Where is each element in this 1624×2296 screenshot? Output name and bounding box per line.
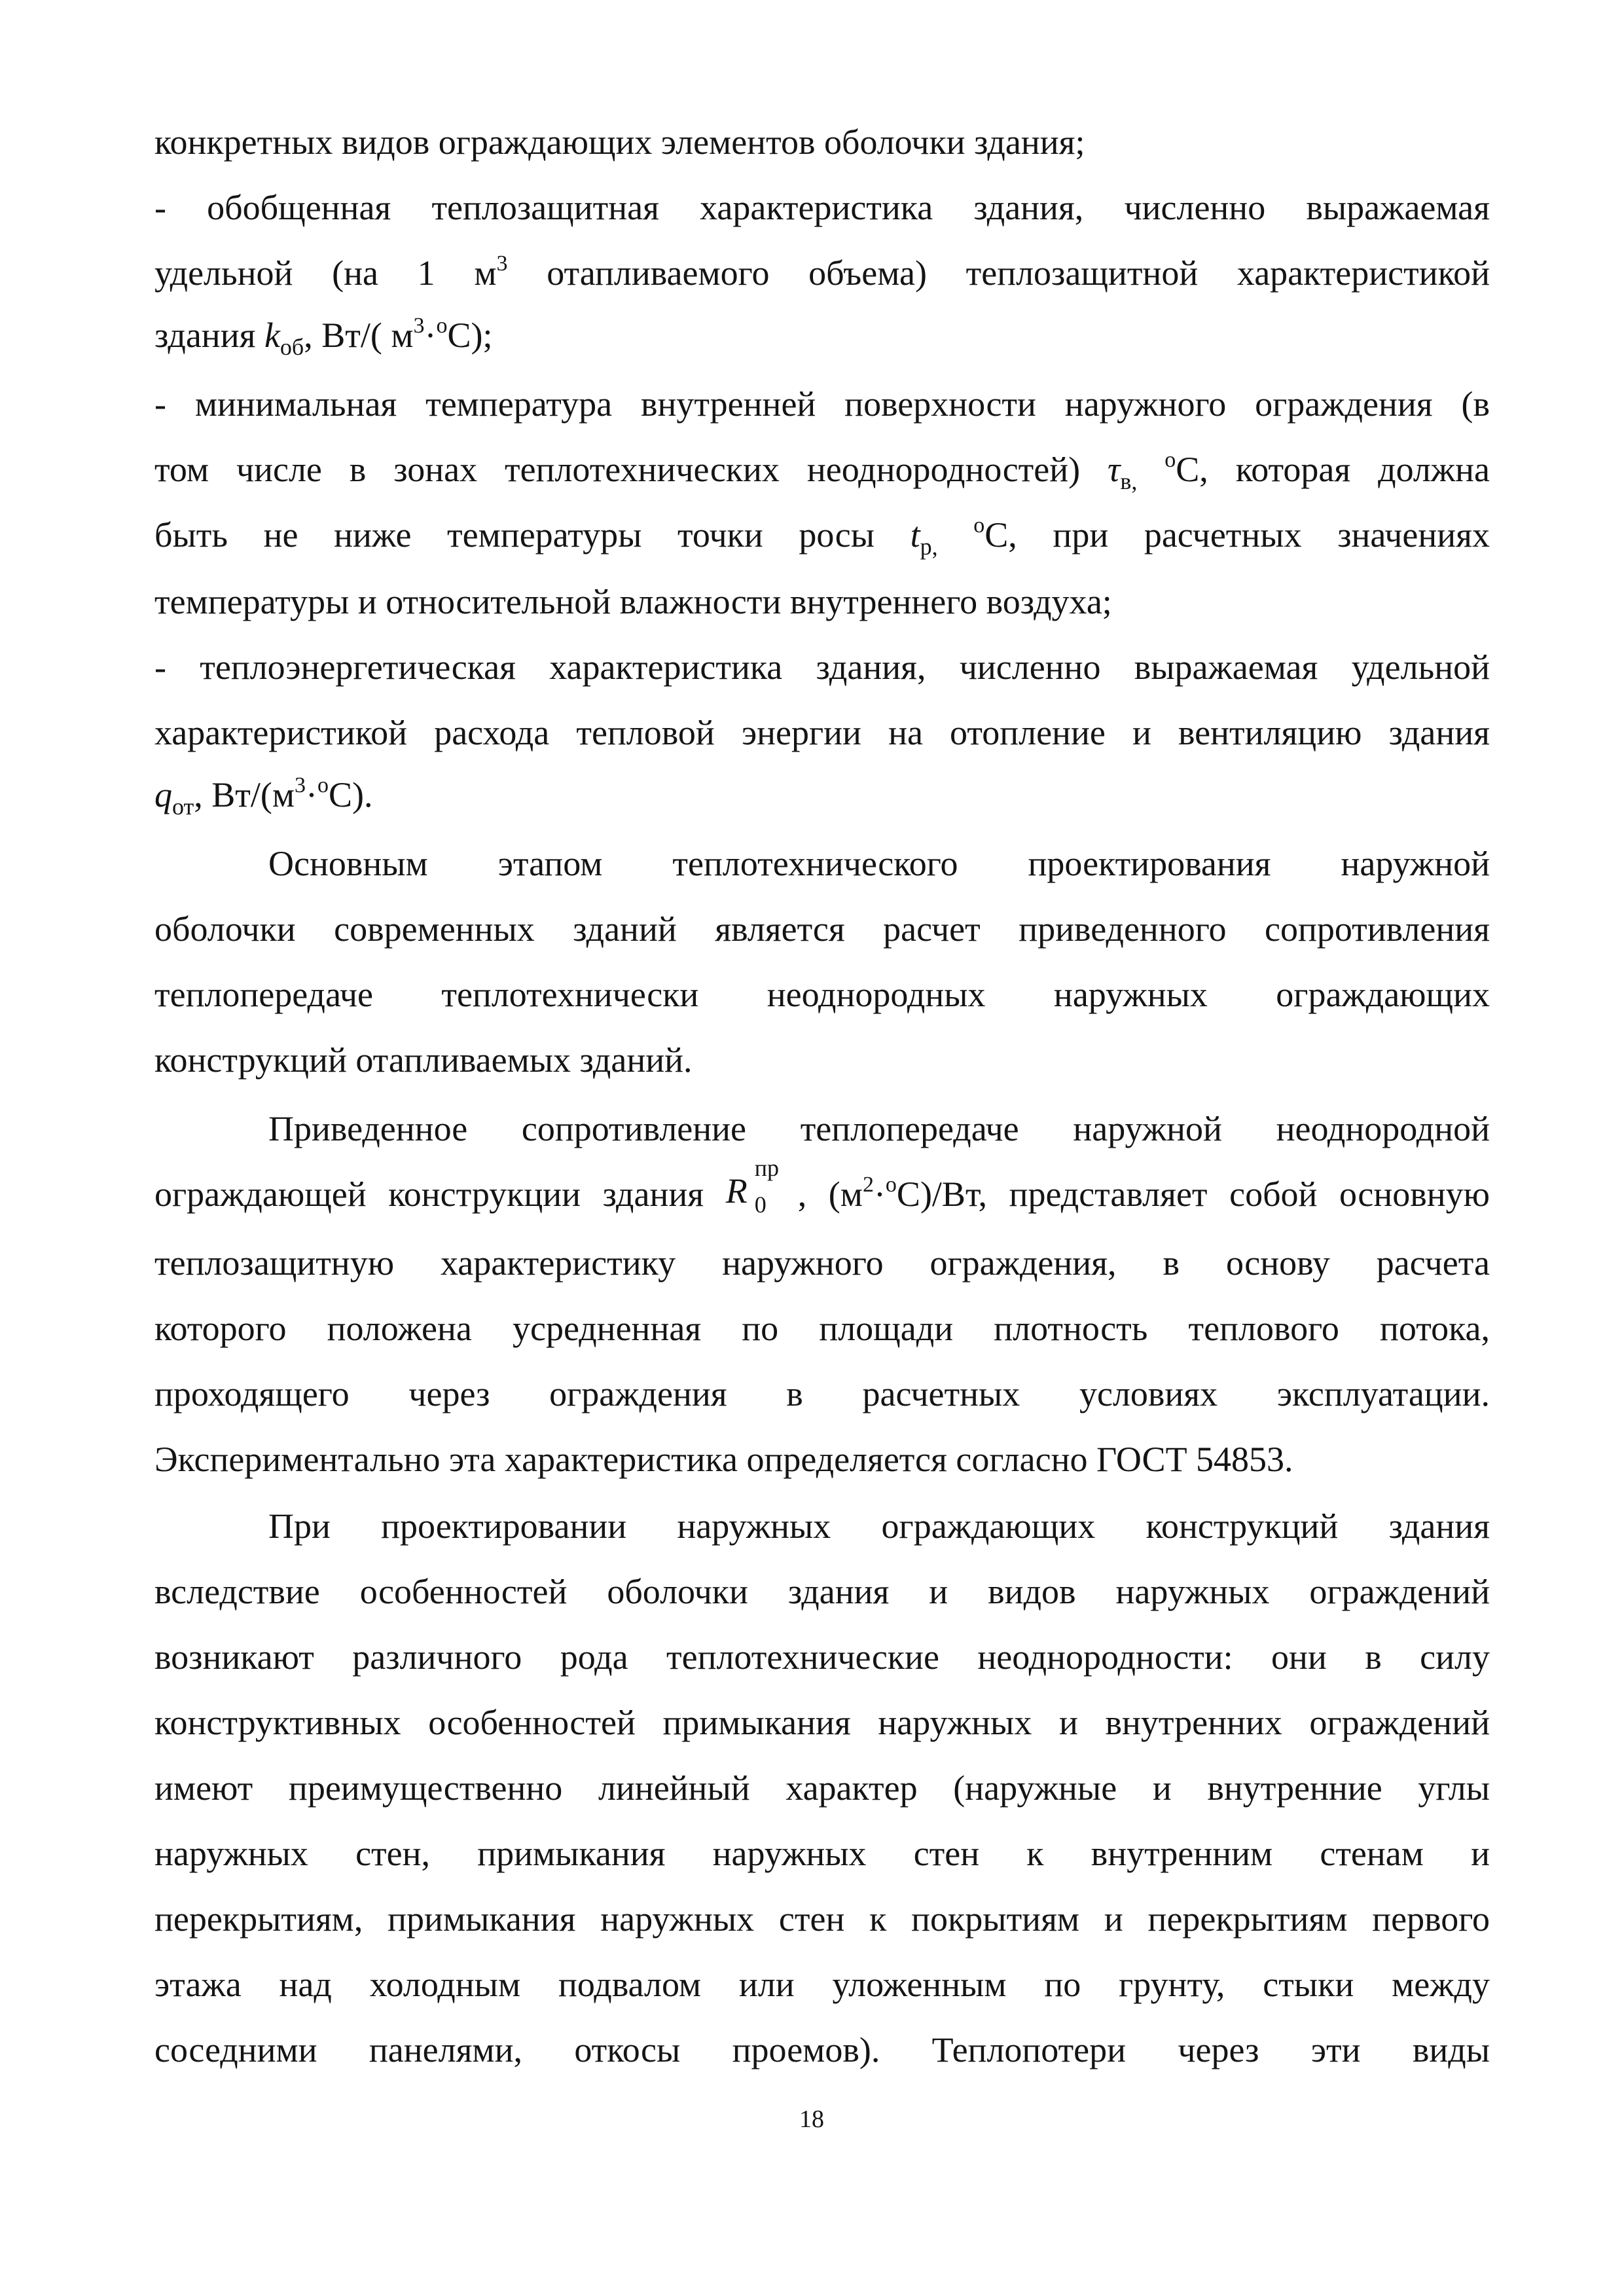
text-line: имеют преимущественно линейный характер (наружные и внутренние углы <box>154 1768 1490 1808</box>
text-line: теплозащитную характеристику наружного ограждения, в основу расчета <box>154 1243 1490 1283</box>
r0-symbol: R пр 0 <box>725 1155 779 1218</box>
text-line: $q_{от}$, $Вт/(м^3\cdot^оС)$. <box>154 773 373 820</box>
text-line: том числе в зонах теплотехнических неоднородностей) $\tau_{в,}$ $^о$С, которая должна <box>154 448 1490 494</box>
text-line: конструкций отапливаемых зданий. <box>154 1040 693 1080</box>
text-line: удельной (на 1 $м^3$ отапливаемого объема) теплозащитной характеристикой <box>154 251 1490 293</box>
text-line: - обобщенная теплозащитная характеристика здания, численно выражаемая <box>154 188 1490 227</box>
page-number: 18 <box>799 2105 824 2133</box>
text-line: теплопередаче теплотехнически неоднородных наружных ограждающих <box>154 975 1490 1014</box>
text-line: быть не ниже температуры точки росы $t_{р,}$ $^о$С, при расчетных значениях <box>154 513 1490 560</box>
text-line: При проектировании наружных ограждающих конструкций здания <box>268 1506 1490 1546</box>
text-line: характеристикой расхода тепловой энергии на отопление и вентиляцию здания <box>154 713 1490 752</box>
text-line: оболочки современных зданий является расчет приведенного сопротивления <box>154 909 1490 949</box>
text-line: этажа над холодным подвалом или уложенным по грунту, стыки между <box>154 1965 1490 2004</box>
text-line: Экспериментально эта характеристика определяется согласно ГОСТ 54853. <box>154 1440 1293 1479</box>
text-line: перекрытиям, примыкания наружных стен к покрытиям и перекрытиям первого <box>154 1899 1490 1939</box>
text-line: Приведенное сопротивление теплопередаче наружной неоднородной <box>268 1109 1490 1148</box>
text-line: - минимальная температура внутренней поверхности наружного ограждения (в <box>154 384 1490 424</box>
text-line: ограждающей конструкции здания R пр 0 , $(м^2\cdot^оС)/Вт$, представляет собой основную <box>154 1155 1490 1218</box>
text-line: соседними панелями, откосы проемов). Теплопотери через эти виды <box>154 2030 1490 2069</box>
text-line: проходящего через ограждения в расчетных условиях эксплуатации. <box>154 1374 1490 1413</box>
text-line: конструктивных особенностей примыкания наружных и внутренних ограждений <box>154 1703 1490 1742</box>
text-line: которого положена усредненная по площади плотность теплового потока, <box>154 1309 1490 1348</box>
text-line: - теплоэнергетическая характеристика здания, численно выражаемая удельной <box>154 647 1490 687</box>
text-line: температуры и относительной влажности внутреннего воздуха; <box>154 582 1112 621</box>
text-line: возникают различного рода теплотехнические неоднородности: они в силу <box>154 1637 1490 1677</box>
text-line: конкретных видов ограждающих элементов оболочки здания; <box>154 122 1085 162</box>
text-line: вследствие особенностей оболочки здания и видов наружных ограждений <box>154 1572 1490 1611</box>
text-line: наружных стен, примыкания наружных стен к внутренним стенам и <box>154 1834 1490 1873</box>
text-line: Основным этапом теплотехнического проектирования наружной <box>268 844 1490 883</box>
text-line: здания $k_{об}$, Вт/( $м^3\cdot^оС$); <box>154 314 493 360</box>
